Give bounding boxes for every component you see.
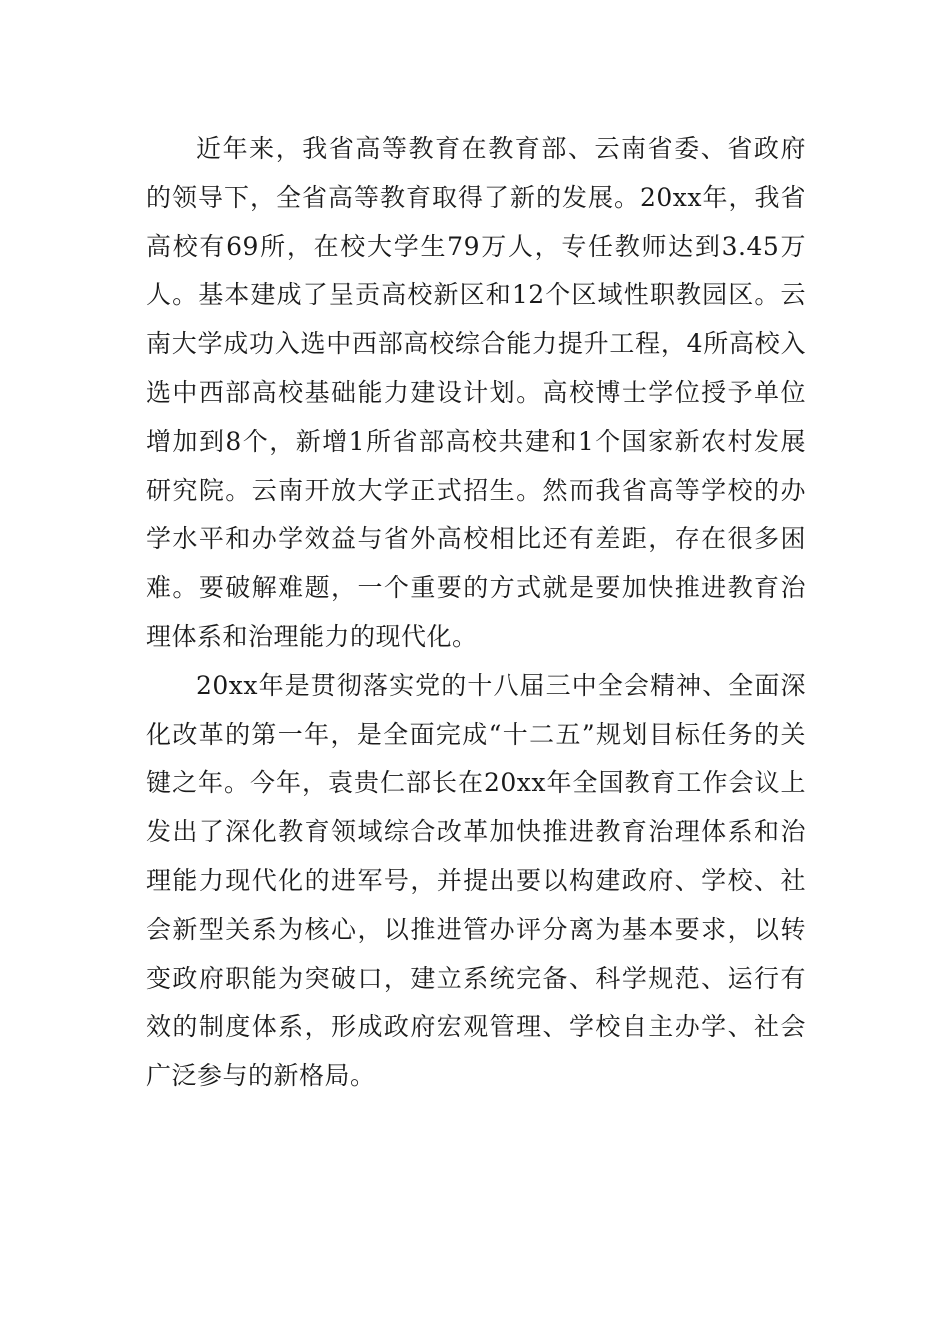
document-body xyxy=(146,125,806,1101)
paragraph-2: 20xx年是贯彻落实党的十八届三中全会精神、全面深化改革的第一年，是全面完成“十二五”规划目标任务的关键之年。今年，袁贵仁部长在20xx年全国教育工作会议上发出了深化教育领域综合改革加快推进教育治理体系和治理能力现代化的进军号，并提出要以构建政府、学校、社会新型关系为核心，以推进管办评分离为基本要求，以转变政府职能为突破口，建立系统完备、科学规范、运行有效的制度体系，形成政府宏观管理、学校自主办学、社会广泛参与的新格局。 xyxy=(146,670,806,1091)
paragraph-1: 近年来，我省高等教育在教育部、云南省委、省政府的领导下，全省高等教育取得了新的发展。20xx年，我省高校有69所，在校大学生79万人，专任教师达到3.45万人。基本建成了呈贡高校新区和12个区域性职教园区。云南大学成功入选中西部高校综合能力提升工程，4所高校入选中西部高校基础能力建设计划。高校博士学位授予单位增加到8个，新增1所省部高校共建和1个国家新农村发展研究院。云南开放大学正式招生。然而我省高等学校的办学水平和办学效益与省外高校相比还有差距，存在很多困难。要破解难题，一个重要的方式就是要加快推进教育治理体系和治理能力的现代化。 xyxy=(146,134,806,651)
